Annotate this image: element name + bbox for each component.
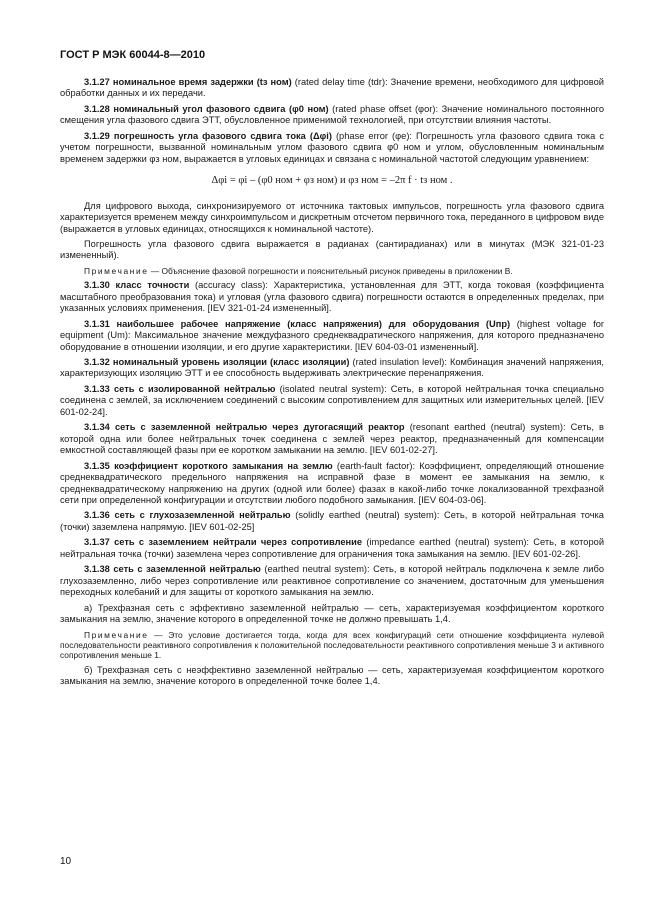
text: Погрешность угла фазового сдвига выражается в радианах (сантирадианах) или в минутах (МЭК 321-01-23 измененный). bbox=[60, 238, 604, 261]
document-header: ГОСТ Р МЭК 60044-8—2010 bbox=[60, 49, 206, 61]
paragraph-3-1-34 bbox=[60, 422, 604, 456]
paragraph-item-b bbox=[60, 665, 604, 688]
term: 3.1.32 номинальный уровень изоляции (класс изоляции) bbox=[84, 357, 350, 368]
paragraph-3-1-27 bbox=[60, 77, 604, 100]
text: а) Трехфазная сеть с эффективно заземленной нейтралью — сеть, характеризуемая коэффициентом короткого замыкания на землю, значение которого в определенной точке не должно превышать 1,4. bbox=[60, 602, 604, 625]
note-lead: Примечание bbox=[84, 629, 149, 640]
note-text: — Это условие достигается тогда, когда для всех конфигураций сети отношение коэффициента нулевой последовательности реактивного сопротивления к положительной последовательности реактивного сопротивления меньше 3 и активного сопротивления меньше 1. bbox=[60, 629, 604, 661]
term: 3.1.27 номинальное время задержки (tз ном) bbox=[84, 77, 292, 87]
paragraph-3-1-28 bbox=[60, 104, 604, 127]
note-1 bbox=[60, 266, 604, 276]
term: 3.1.36 сеть с глухозаземленной нейтралью bbox=[84, 510, 291, 521]
term: 3.1.35 коэффициент короткого замыкания на землю bbox=[84, 460, 333, 471]
paragraph-3-1-33 bbox=[60, 384, 604, 418]
term: 3.1.31 наибольшее рабочее напряжение (класс напряжения) для оборудования (Uпр) bbox=[84, 318, 511, 329]
definition: (rated insulation level): Комбинация значений напряжения, характеризующих изоляцию ЭТТ и ее способность выдерживать электрические перенапряжения. bbox=[60, 357, 604, 379]
definition: (isolated neutral system): Сеть, в которой нейтральная точка специально соединена с землей, за исключением соединений с высоким сопротивлением для защитных или измерительных целей. [IEV 601-02-24]. bbox=[60, 383, 604, 417]
phase-error-formula: Δφi = φi – (φ0 ном + φз ном) и φз ном = –2π f · tз ном . bbox=[211, 175, 453, 187]
term: 3.1.28 номинальный угол фазового сдвига (φ0 ном) bbox=[84, 103, 329, 114]
definition: (rated phase offset (φor): Значение номинального постоянного смещения угла фазового сдвига ЭТТ, обусловленное применимой технологией, при отсутствии влияния частоты. bbox=[60, 103, 605, 126]
paragraph-3-1-37 bbox=[60, 537, 604, 560]
term: 3.1.38 сеть с заземленной нейтралью bbox=[84, 564, 261, 575]
definition: (impedance earthed (neutral) system): Сеть, в которой нейтральная точка (точки) заземлена через сопротивление для ограничения тока замыкания на землю. [IEV 601-02-26]. bbox=[60, 537, 605, 559]
paragraph-item-a bbox=[60, 603, 604, 626]
note-lead: Примечание bbox=[84, 265, 149, 276]
term: 3.1.29 погрешность угла фазового сдвига тока (Δφi) bbox=[84, 130, 332, 141]
paragraph-3-1-36 bbox=[60, 510, 604, 533]
paragraph-digital-output bbox=[60, 201, 604, 235]
term: 3.1.30 класс точности bbox=[84, 280, 190, 291]
definition: (rated delay time (tdr): Значение времени, необходимого для цифровой обработки данных и их передачи. bbox=[60, 77, 605, 99]
page-number: 10 bbox=[60, 856, 72, 867]
paragraph-3-1-38 bbox=[60, 564, 604, 598]
text: Для цифрового выхода, синхронизируемого от источника тактовых импульсов, погрешность угла фазового сдвига характеризуется временем между синхроимпульсом и дискретным отсчетом первичного тока, переданного в цифровом виде (выражается в угловых единицах, относящихся к номинальной частоте). bbox=[60, 200, 604, 234]
term: 3.1.33 сеть с изолированной нейтралью bbox=[84, 383, 276, 394]
paragraph-3-1-35 bbox=[60, 461, 604, 507]
paragraph-3-1-31 bbox=[60, 319, 604, 353]
paragraph-3-1-29 bbox=[60, 131, 604, 165]
term: 3.1.34 сеть с заземленной нейтралью через дугогасящий реактор bbox=[84, 422, 405, 433]
definition: (highest voltage for equipment (Um): Максимальное значение междуфазного среднеквадратического напряжения, для которого предназначено оборудование в отношении изоляции, и его другие характеристики. [IEV 604-03-01 измененный]. bbox=[60, 318, 604, 352]
term: 3.1.37 сеть с заземлением нейтрали через сопротивление bbox=[84, 537, 363, 548]
definition: (resonant earthed (neutral) system): Сеть, в которой одна или более нейтральных точек соединена с землей через реактор, предназначенный для компенсации емкостной составляющей фазы при ее коротком замыкании на землю. [IEV 601-02-27]. bbox=[60, 422, 604, 456]
definition: (earthed neutral system): Сеть, в которой нейтраль подключена к земле либо глухозаземленно, либо через сопротивление или реактивное сопротивление со значением, достаточным для уменьшения переходных колебаний и для защиты от короткого замыкания на землю. bbox=[60, 564, 604, 598]
paragraph-3-1-30 bbox=[60, 280, 604, 314]
definition: (phase error (φe): Погрешность угла фазового сдвига тока с учетом погрешности, вызванной номинальным углом фазового сдвига φ0 ном и углом, обусловленным номинальным временем задержки φз ном, выражается в угловых единицах и связана с номинальной частотой следующим уравнением: bbox=[60, 130, 604, 164]
paragraph-3-1-32 bbox=[60, 357, 604, 380]
definition: (earth-fault factor): Коэффициент, определяющий отношение среднеквадратического предельного напряжения на исправной фазе в момент ее замыкания на землю, к среднеквадратическому напряжению на других (одной или более) фазах в какой-либо точке локализованной трехфазной сети при определенной конфигурации и отсутствии любого подобного замыкания. [IEV 604-03-06]. bbox=[60, 460, 604, 505]
text: б) Трехфазная сеть с неэффективно заземленной нейтралью — сеть, характеризуемая коэффициентом короткого замыкания на землю, значение которого в определенной точке более 1,4. bbox=[60, 664, 604, 687]
definition: (solidly earthed (neutral) system): Сеть, в которой нейтральная точка (точки) заземлена напрямую. [IEV 601-02-25] bbox=[60, 510, 604, 532]
document-body bbox=[60, 77, 604, 692]
paragraph-phase-units bbox=[60, 239, 604, 262]
note-text: — Объяснение фазовой погрешности и пояснительный рисунок приведены в приложении В. bbox=[148, 265, 513, 276]
note-2 bbox=[60, 630, 604, 661]
definition: (accuracy class): Характеристика, установленная для ЭТТ, когда токовая (коэффициента масштабного преобразования тока) и угловая (угла фазового сдвига) погрешности остаются в определенных пределах, при указанных условиях применения. [IEV 321-01-24 измененный]. bbox=[60, 280, 604, 314]
